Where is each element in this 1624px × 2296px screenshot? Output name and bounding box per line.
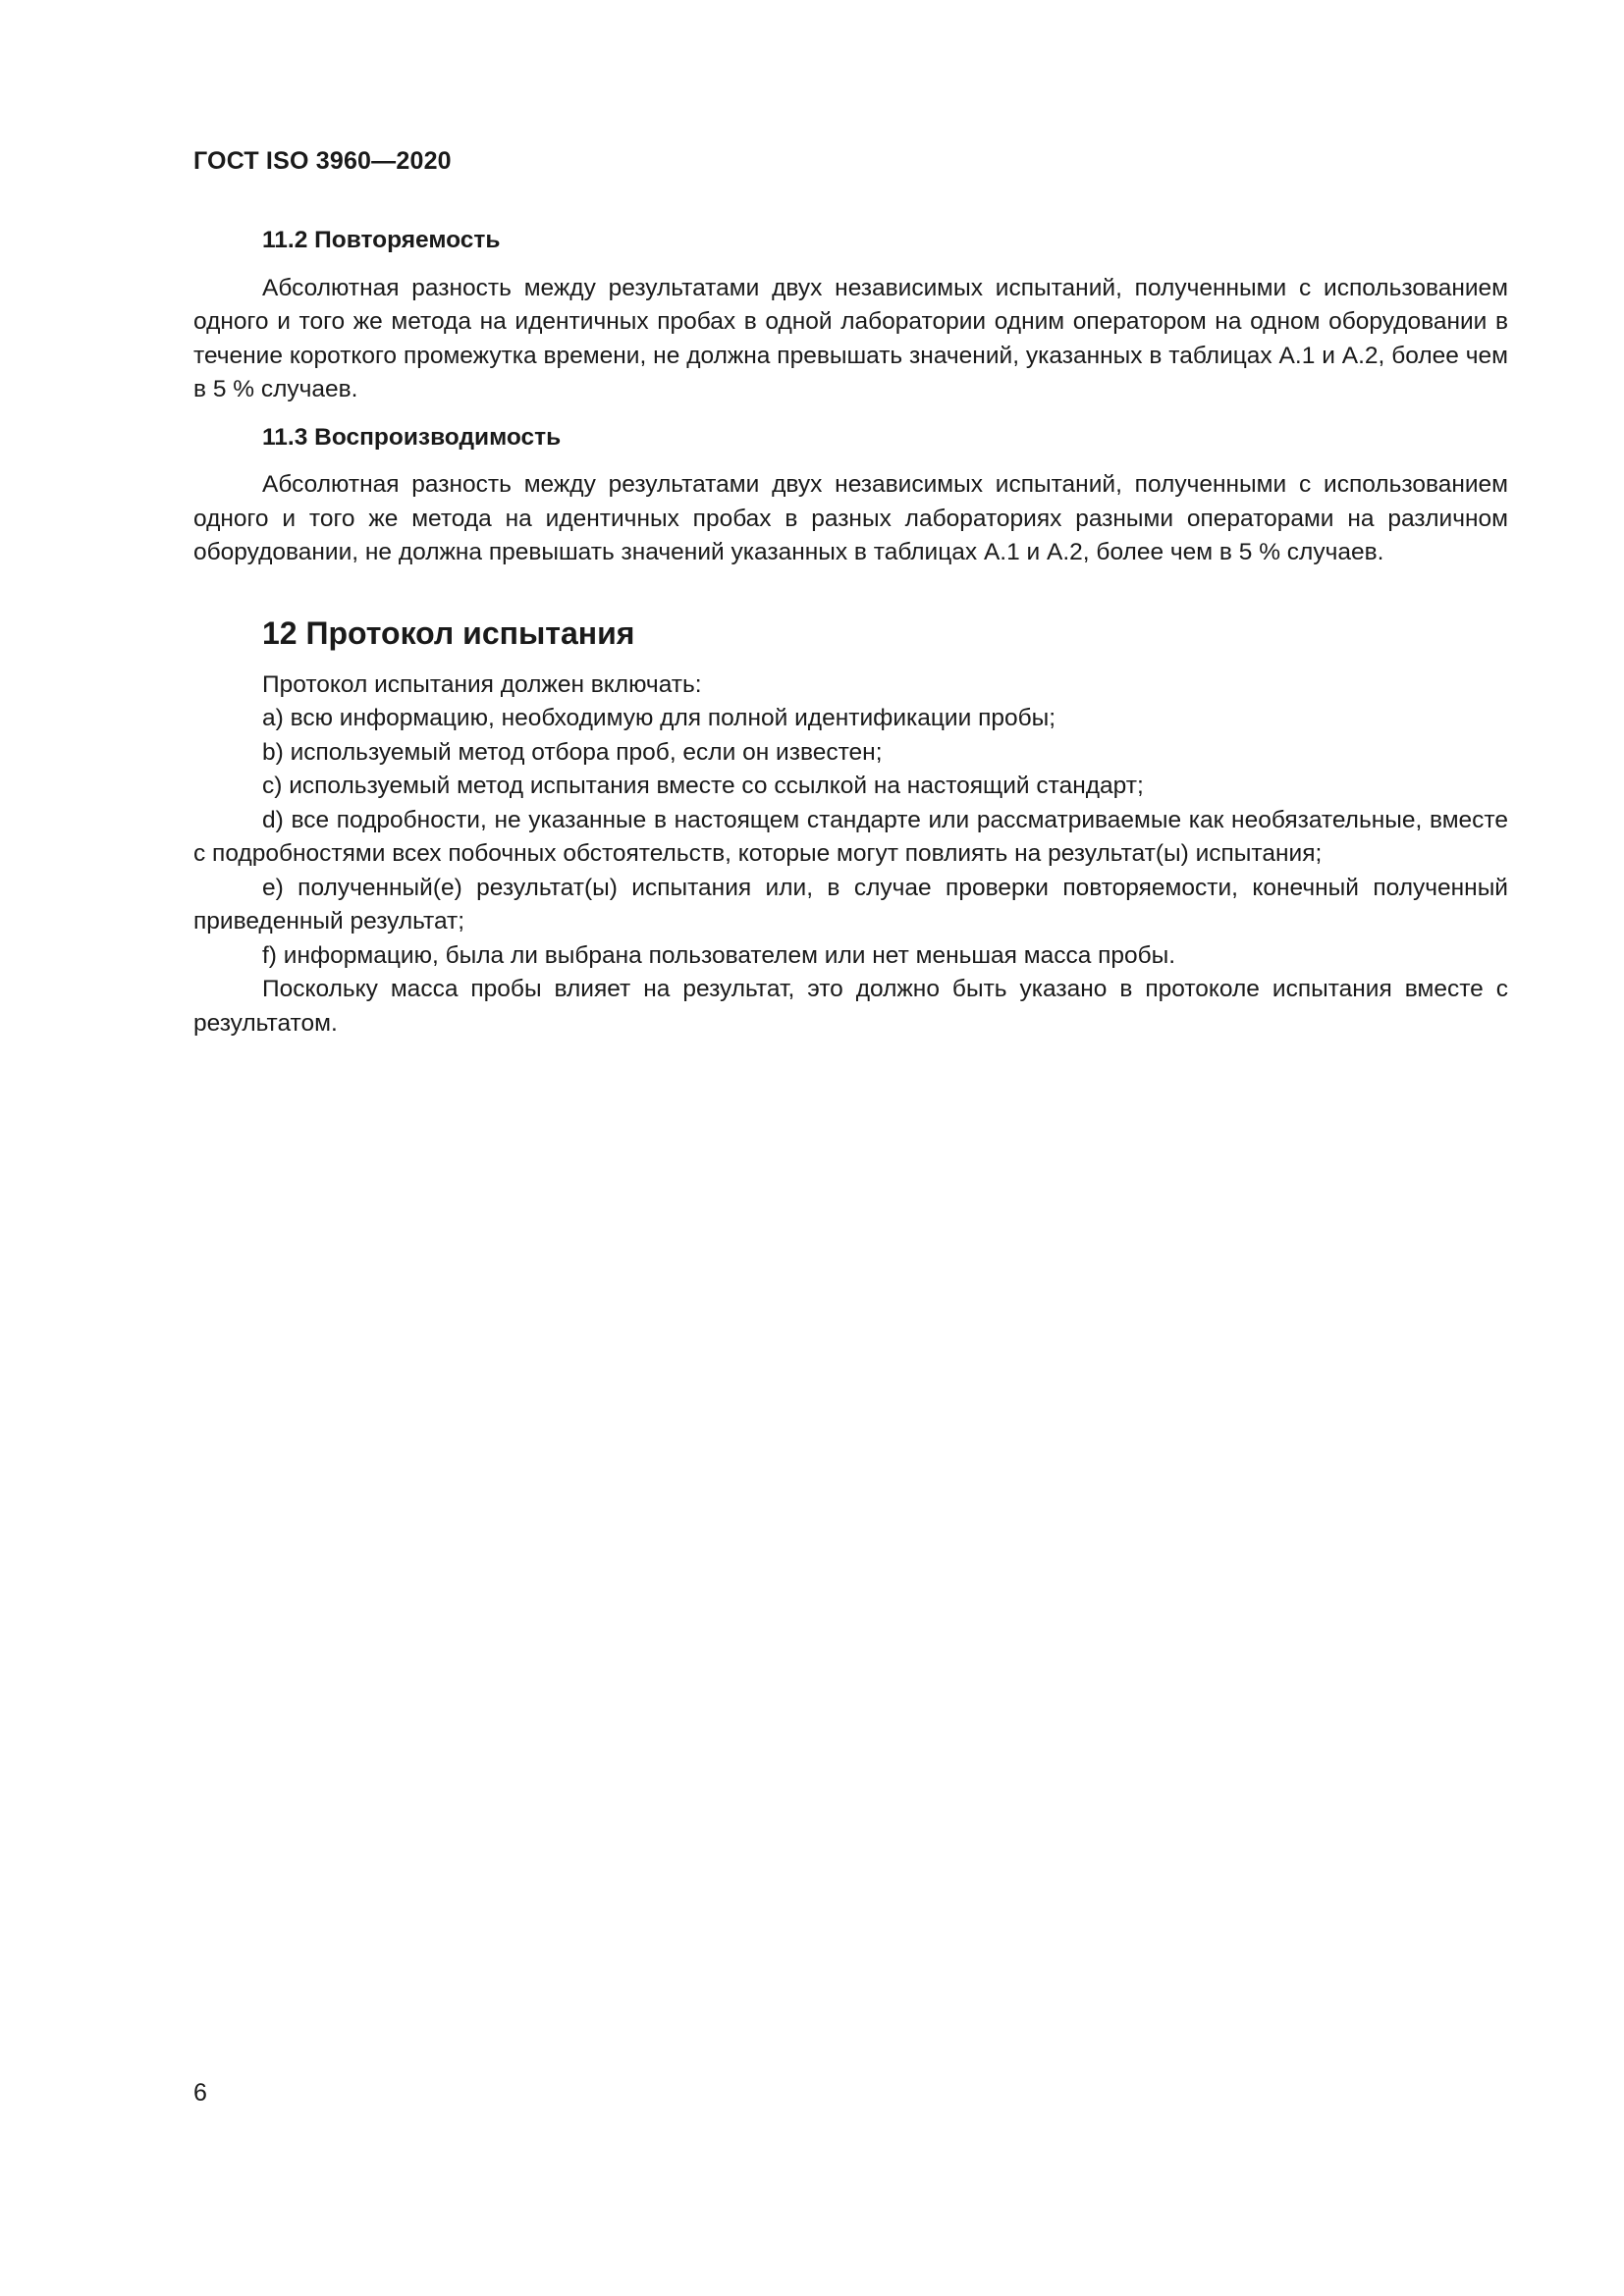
list-item-b: b) используемый метод отбора проб, если он известен; — [262, 738, 883, 766]
list-item-d: d) все подробности, не указанные в настоящем стандарте или рассматриваемые как необязательные, вместе с подробностями всех побочных обстоятельств, которые могут повлиять на результат(ы) испытания; — [193, 806, 1508, 867]
page-number: 6 — [193, 2079, 207, 2107]
page-content — [193, 224, 1508, 1041]
heading-11-2: 11.2 Повторяемость — [262, 227, 501, 253]
protocol-closing: Поскольку масса пробы влияет на результат, это должно быть указано в протоколе испытания вместе с результатом. — [193, 976, 1508, 1037]
document-id-header: ГОСТ ISO 3960—2020 — [193, 147, 452, 175]
list-item-a: a) всю информацию, необходимую для полной идентификации пробы; — [262, 705, 1056, 731]
list-item-f: f) информацию, была ли выбрана пользователем или нет меньшая масса пробы. — [262, 941, 1176, 969]
heading-11-3: 11.3 Воспроизводимость — [262, 423, 562, 451]
list-item-e: e) полученный(е) результат(ы) испытания или, в случае проверки повторяемости, конечный полученный приведенный результат; — [193, 874, 1508, 934]
paragraph-repeatability: Абсолютная разность между результатами двух независимых испытаний, полученными с использованием одного и того же метода на идентичных пробах в одной лаборатории одним оператором на одном оборудовании в течение короткого промежутка времени, не должна превышать значений, указанных в таблицах А.1 и А.2, более чем в 5 % случаев. — [193, 274, 1508, 402]
list-item-c: c) используемый метод испытания вместе со ссылкой на настоящий стандарт; — [262, 773, 1144, 799]
section-12-title: 12 Протокол испытания — [262, 614, 635, 651]
paragraph-reproducibility: Абсолютная разность между результатами двух независимых испытаний, полученными с использованием одного и того же метода на идентичных пробах в разных лабораториях разными операторами на различном оборудовании, не должна превышать значений указанных в таблицах А.1 и А.2, более чем в 5 % случаев. — [193, 471, 1508, 565]
protocol-intro: Протокол испытания должен включать: — [262, 670, 702, 698]
